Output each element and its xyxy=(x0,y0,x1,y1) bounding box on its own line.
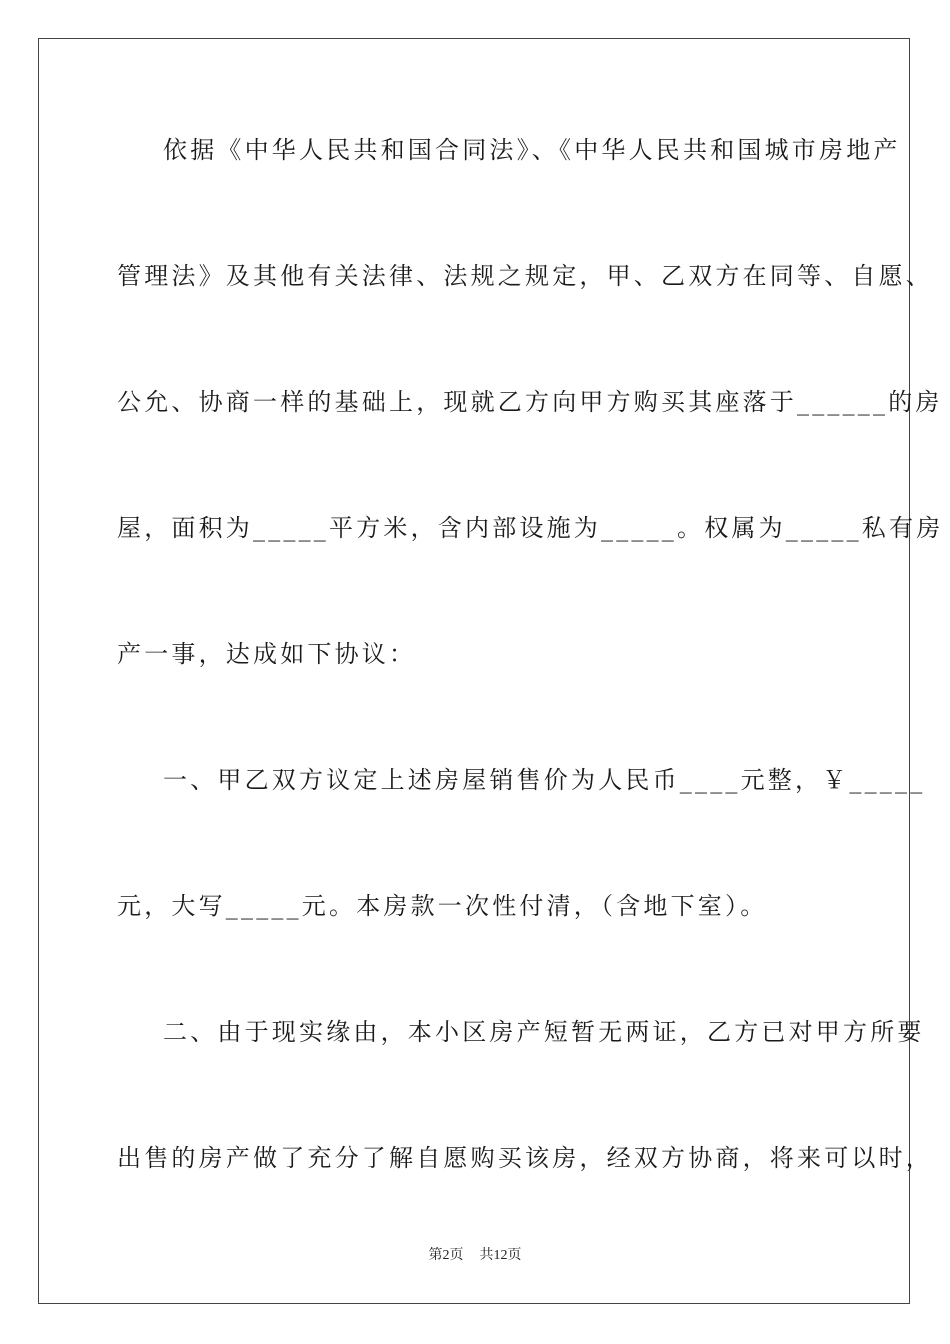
clause-1-line-2: 元，大写_____元。本房款一次性付清，（含地下室）。 xyxy=(117,892,768,920)
paragraph-1-line-5: 产一事，达成如下协议： xyxy=(117,640,417,668)
page-footer xyxy=(0,1247,950,1265)
clause-2-line-2: 出售的房产做了充分了解自愿购买该房，经双方协商，将来可以时， xyxy=(117,1144,933,1172)
page-number: 第2页 xyxy=(428,1248,464,1263)
paragraph-1-line-2: 管理法》及其他有关法律、法规之规定，甲、乙双方在同等、自愿、 xyxy=(117,262,933,290)
paragraph-1-line-3: 公允、协商一样的基础上，现就乙方向甲方购买其座落于______的房 xyxy=(117,388,943,416)
clause-1-line-1: 一、甲乙双方议定上述房屋销售价为人民币____元整，￥_____ xyxy=(163,766,926,794)
paragraph-1-line-1: 依据《中华人民共和国合同法》、《中华人民共和国城市房地产 xyxy=(163,136,901,164)
paragraph-1-line-4: 屋，面积为_____平方米，含内部设施为_____。权属为_____私有房 xyxy=(117,514,944,542)
page-total: 共12页 xyxy=(479,1248,522,1263)
page-border xyxy=(38,38,944,1304)
clause-2-line-1: 二、由于现实缘由，本小区房产短暂无两证，乙方已对甲方所要 xyxy=(163,1018,925,1046)
